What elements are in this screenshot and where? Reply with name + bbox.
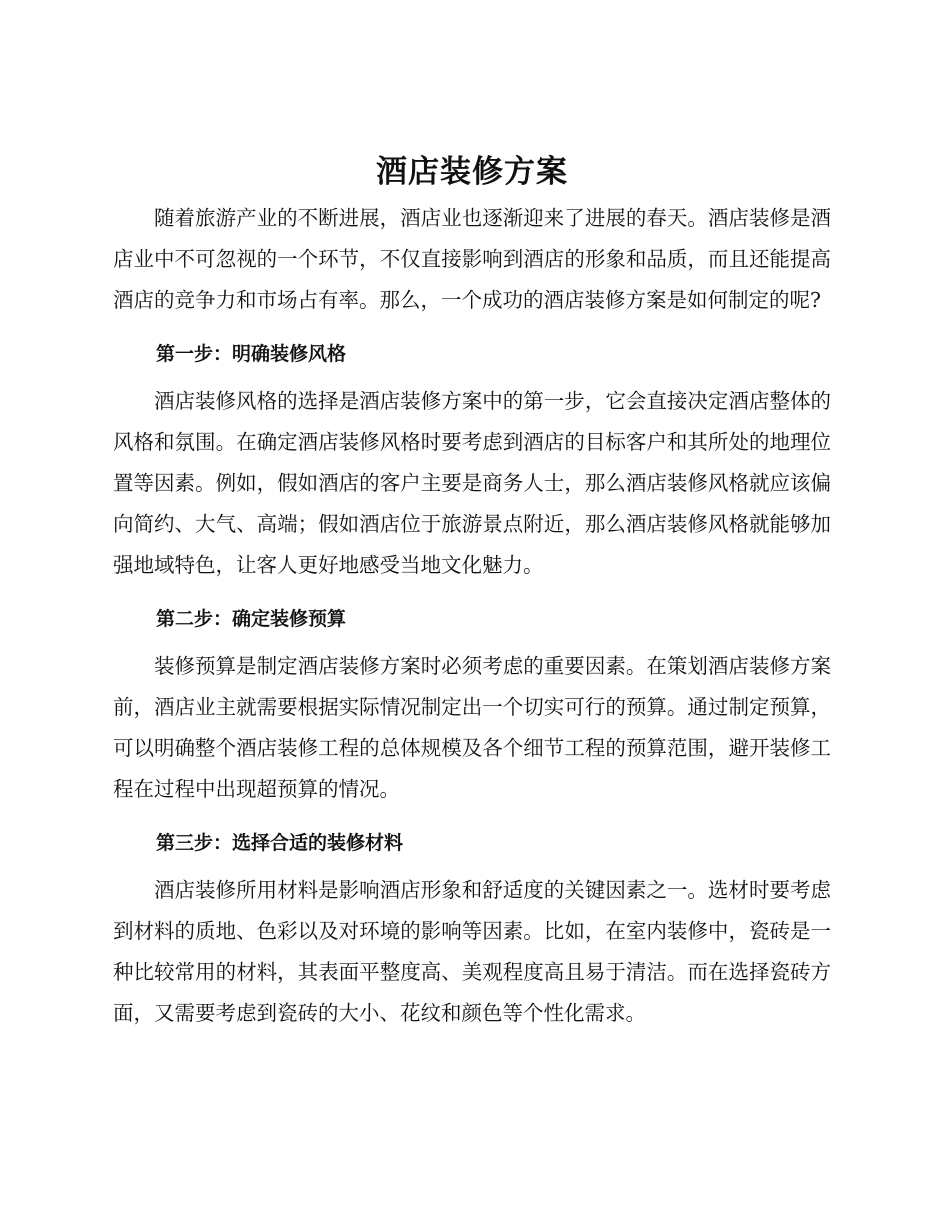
section-heading: 第一步：明确装修风格: [156, 343, 347, 365]
section-step-1: [113, 342, 831, 586]
section-step-2: [113, 607, 831, 810]
section-heading: 第二步：确定装修预算: [156, 608, 347, 630]
section-paragraph: 酒店装修风格的选择是酒店装修方案中的第一步，它会直接决定酒店整体的风格和氛围。在确定酒店装修风格时要考虑到酒店的目标客户和其所处的地理位置等因素。例如，假如酒店的客户主要是商务人士，那么酒店装修风格就应该偏向简约、大气、高端；假如酒店位于旅游景点附近，那么酒店装修风格就能够加强地域特色，让客人更好地感受当地文化魅力。: [113, 389, 831, 577]
intro-paragraph: 随着旅游产业的不断进展，酒店业也逐渐迎来了进展的春天。酒店装修是酒店业中不可忽视的一个环节，不仅直接影响到酒店的形象和品质，而且还能提高酒店的竞争力和市场占有率。那么，一个成功的酒店装修方案是如何制定的呢?: [113, 206, 831, 312]
section-paragraph: 装修预算是制定酒店装修方案时必须考虑的重要因素。在策划酒店装修方案前，酒店业主就需要根据实际情况制定出一个切实可行的预算。通过制定预算，可以明确整个酒店装修工程的总体规模及各个细节工程的预算范围，避开装修工程在过程中出现超预算的情况。: [113, 654, 831, 801]
section-paragraph: 酒店装修所用材料是影响酒店形象和舒适度的关键因素之一。选材时要考虑到材料的质地、色彩以及对环境的影响等因素。比如，在室内装修中，瓷砖是一种比较常用的材料，其表面平整度高、美观程度高且易于清洁。而在选择瓷砖方面，又需要考虑到瓷砖的大小、花纹和颜色等个性化需求。: [113, 878, 831, 1025]
section-heading: 第三步：选择合适的装修材料: [156, 832, 404, 854]
section-step-3: [113, 831, 831, 1034]
document-page: [113, 150, 831, 1034]
document-title: 酒店装修方案: [376, 154, 568, 190]
